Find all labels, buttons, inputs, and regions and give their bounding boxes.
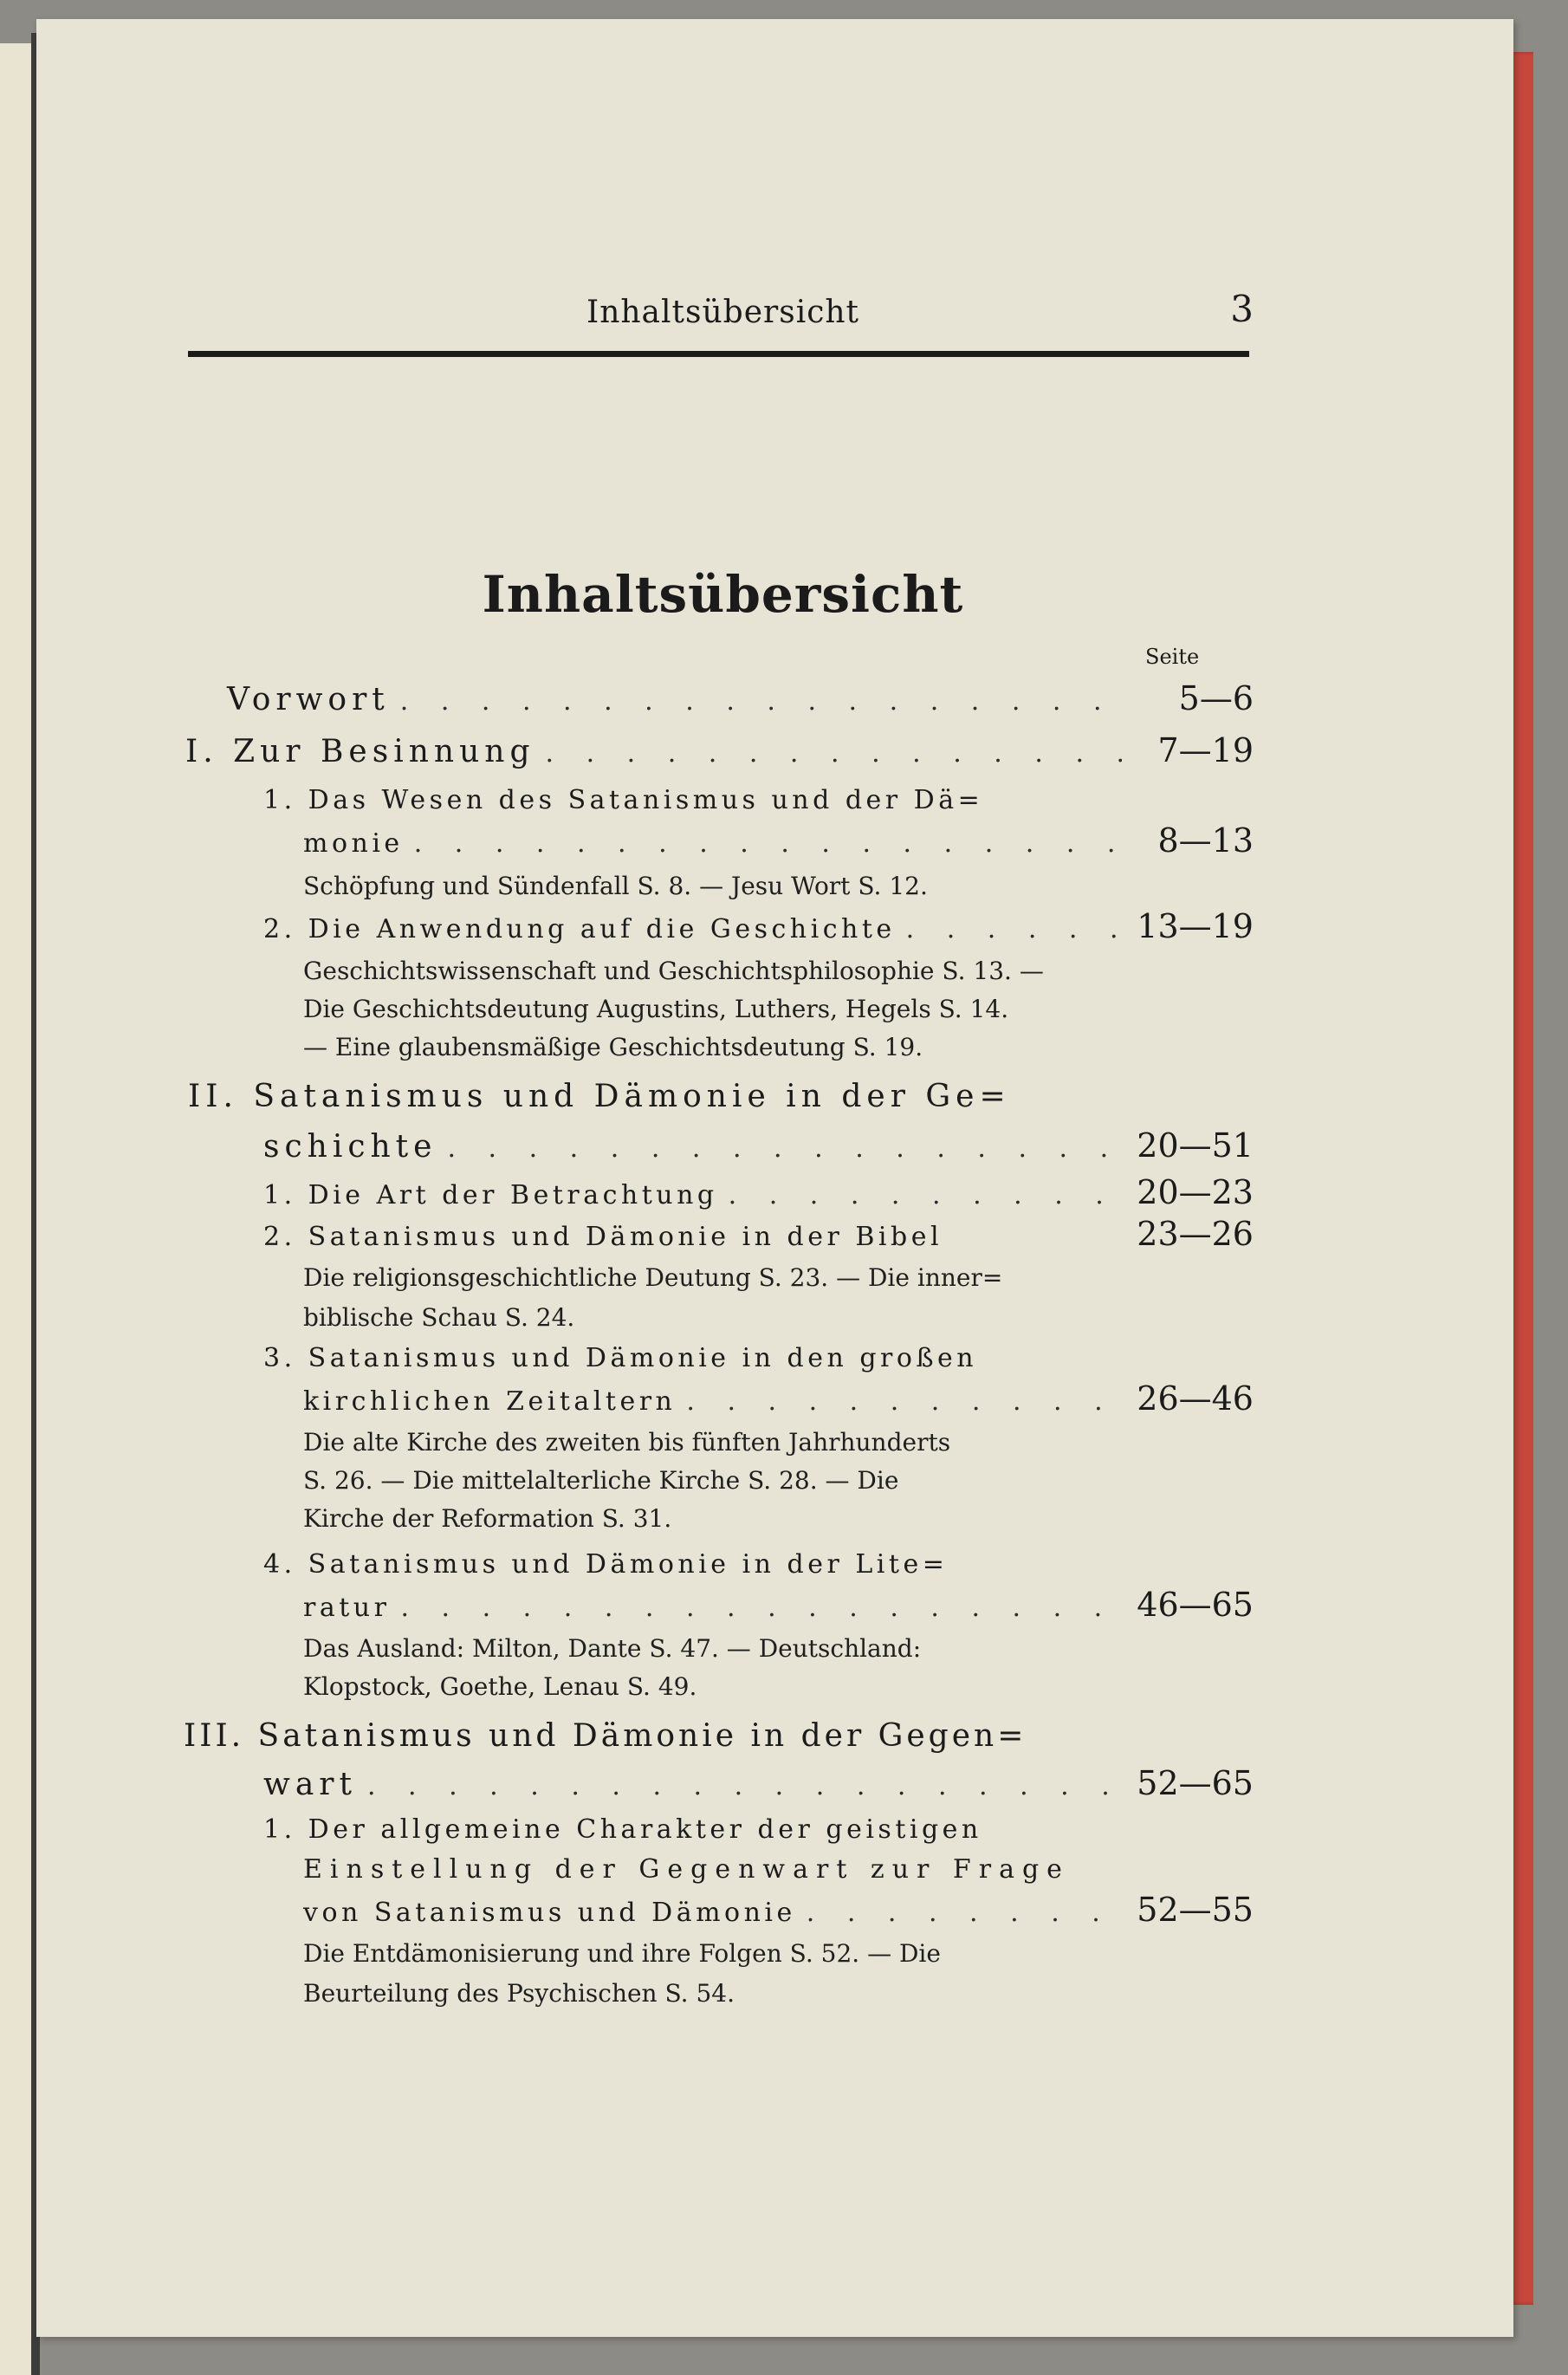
leader-dots <box>400 683 1122 721</box>
toc-entry-text: 3. Satanismus und Dämonie in den großen <box>263 1343 978 1373</box>
leader-dots <box>400 1589 1122 1627</box>
leader-dots <box>414 825 1122 863</box>
toc-section-3-1-cont <box>303 1851 1254 1889</box>
toc-section-description: Beurteilung des Psychischen S. 54. <box>303 1979 735 2008</box>
toc-entry-text: 2. Die Anwendung auf die Geschichte <box>263 914 896 944</box>
toc-section-description: Die Geschichtsdeutung Augustins, Luthers, Hegels S. 14. <box>303 995 1009 1023</box>
leader-dots <box>686 1383 1122 1421</box>
leader-dots <box>367 1768 1122 1806</box>
toc-section-description: Geschichtswissenschaft und Geschichtsphilosophie S. 13. — <box>303 957 1044 985</box>
toc-entry-pages: 23—26 <box>1137 1215 1254 1253</box>
toc-entry-text: schichte <box>263 1129 437 1165</box>
toc-entry-pages: 46—65 <box>1137 1586 1254 1624</box>
toc-section-3-1-cont2 <box>303 1891 1254 1929</box>
leader-dots <box>447 1130 1122 1168</box>
toc-chapter-2 <box>188 1078 1254 1116</box>
toc-entry-text: wart <box>263 1767 357 1802</box>
toc-section-description: Klopstock, Goethe, Lenau S. 49. <box>303 1672 697 1701</box>
toc-section-2-4-cont <box>303 1586 1254 1624</box>
toc-section-1-2 <box>263 907 1254 945</box>
toc-section-description: Schöpfung und Sündenfall S. 8. — Jesu Wort S. 12. <box>303 872 928 900</box>
toc-entry-text: 1. Das Wesen des Satanismus und der Dä= <box>263 785 984 815</box>
leader-dots <box>906 911 1122 949</box>
page-number: 3 <box>1230 288 1254 330</box>
toc-entry-text: 1. Der allgemeine Charakter der geistigen <box>263 1814 982 1845</box>
toc-entry-text: II. Satanismus und Dämonie in der Ge= <box>188 1079 1011 1114</box>
toc-entry-text: von Satanismus und Dämonie <box>303 1898 796 1928</box>
toc-entry-text: Einstellung der Gegenwart zur Frage <box>303 1854 1070 1885</box>
toc-section-2-1 <box>263 1173 1254 1211</box>
toc-entry-text: I. Zur Besinnung <box>185 734 535 769</box>
toc-entry-vorwort <box>227 679 1254 717</box>
toc-section-description: Die Entdämonisierung und ihre Folgen S. 52. — Die <box>303 1939 941 1968</box>
toc-entry-pages: 52—55 <box>1137 1891 1254 1929</box>
toc-entry-pages: 20—51 <box>1137 1126 1254 1165</box>
toc-section-description: Die religionsgeschichtliche Deutung S. 23. — Die inner= <box>303 1263 1003 1292</box>
toc-chapter-2-cont <box>263 1126 1254 1165</box>
toc-section-description: Das Ausland: Milton, Dante S. 47. — Deutschland: <box>303 1634 922 1663</box>
running-head <box>192 288 1254 347</box>
toc-entry-pages: 20—23 <box>1137 1173 1254 1211</box>
toc-section-2-4 <box>263 1546 1254 1584</box>
toc-section-2-3-cont <box>303 1379 1254 1418</box>
toc-entry-text: ratur <box>303 1593 391 1623</box>
toc-entry-text: 4. Satanismus und Dämonie in der Lite= <box>263 1549 949 1580</box>
header-rule <box>188 351 1249 357</box>
toc-chapter-3 <box>184 1717 1254 1755</box>
toc-entry-text: 1. Die Art der Betrachtung <box>263 1180 718 1210</box>
toc-section-description: Die alte Kirche des zweiten bis fünften Jahrhunderts <box>303 1428 951 1457</box>
toc-entry-text: III. Satanismus und Dämonie in der Gegen= <box>184 1718 1027 1754</box>
toc-section-1-1 <box>263 782 1254 820</box>
toc-entry-pages: 26—46 <box>1137 1379 1254 1418</box>
toc-chapter-3-cont <box>263 1764 1254 1802</box>
toc-entry-text: Vorwort <box>227 682 390 717</box>
leader-dots <box>546 735 1123 773</box>
leader-dots <box>729 1177 1122 1215</box>
page-column-label: Seite <box>1145 645 1200 669</box>
toc-entry-text: monie <box>303 828 404 859</box>
toc-chapter-1 <box>185 731 1254 769</box>
toc-entry-pages: 8—13 <box>1157 821 1254 860</box>
toc-entry-pages: 52—65 <box>1137 1764 1254 1802</box>
toc-entry-pages: 5—6 <box>1178 679 1254 717</box>
leader-dots <box>807 1894 1122 1932</box>
toc-entry-pages: 13—19 <box>1137 907 1254 945</box>
toc-entry-pages: 7—19 <box>1157 731 1254 769</box>
toc-section-2-3 <box>263 1340 1254 1378</box>
toc-section-2-2 <box>263 1215 1254 1253</box>
toc-section-3-1 <box>263 1811 1254 1849</box>
toc-entry-text: kirchlichen Zeitaltern <box>303 1386 677 1417</box>
toc-section-description: — Eine glaubensmäßige Geschichtsdeutung S. 19. <box>303 1033 923 1061</box>
running-head-title: Inhaltsübersicht <box>586 295 860 330</box>
toc-section-description: S. 26. — Die mittelalterliche Kirche S. 28. — Die <box>303 1466 899 1495</box>
book-page <box>36 19 1513 2337</box>
toc-section-description: Kirche der Reformation S. 31. <box>303 1504 672 1533</box>
toc-section-description: biblische Schau S. 24. <box>303 1303 575 1332</box>
toc-title: Inhaltsübersicht <box>482 565 964 624</box>
toc-entry-text: 2. Satanismus und Dämonie in der Bibel <box>263 1222 943 1252</box>
toc-section-1-1-cont <box>303 821 1254 860</box>
